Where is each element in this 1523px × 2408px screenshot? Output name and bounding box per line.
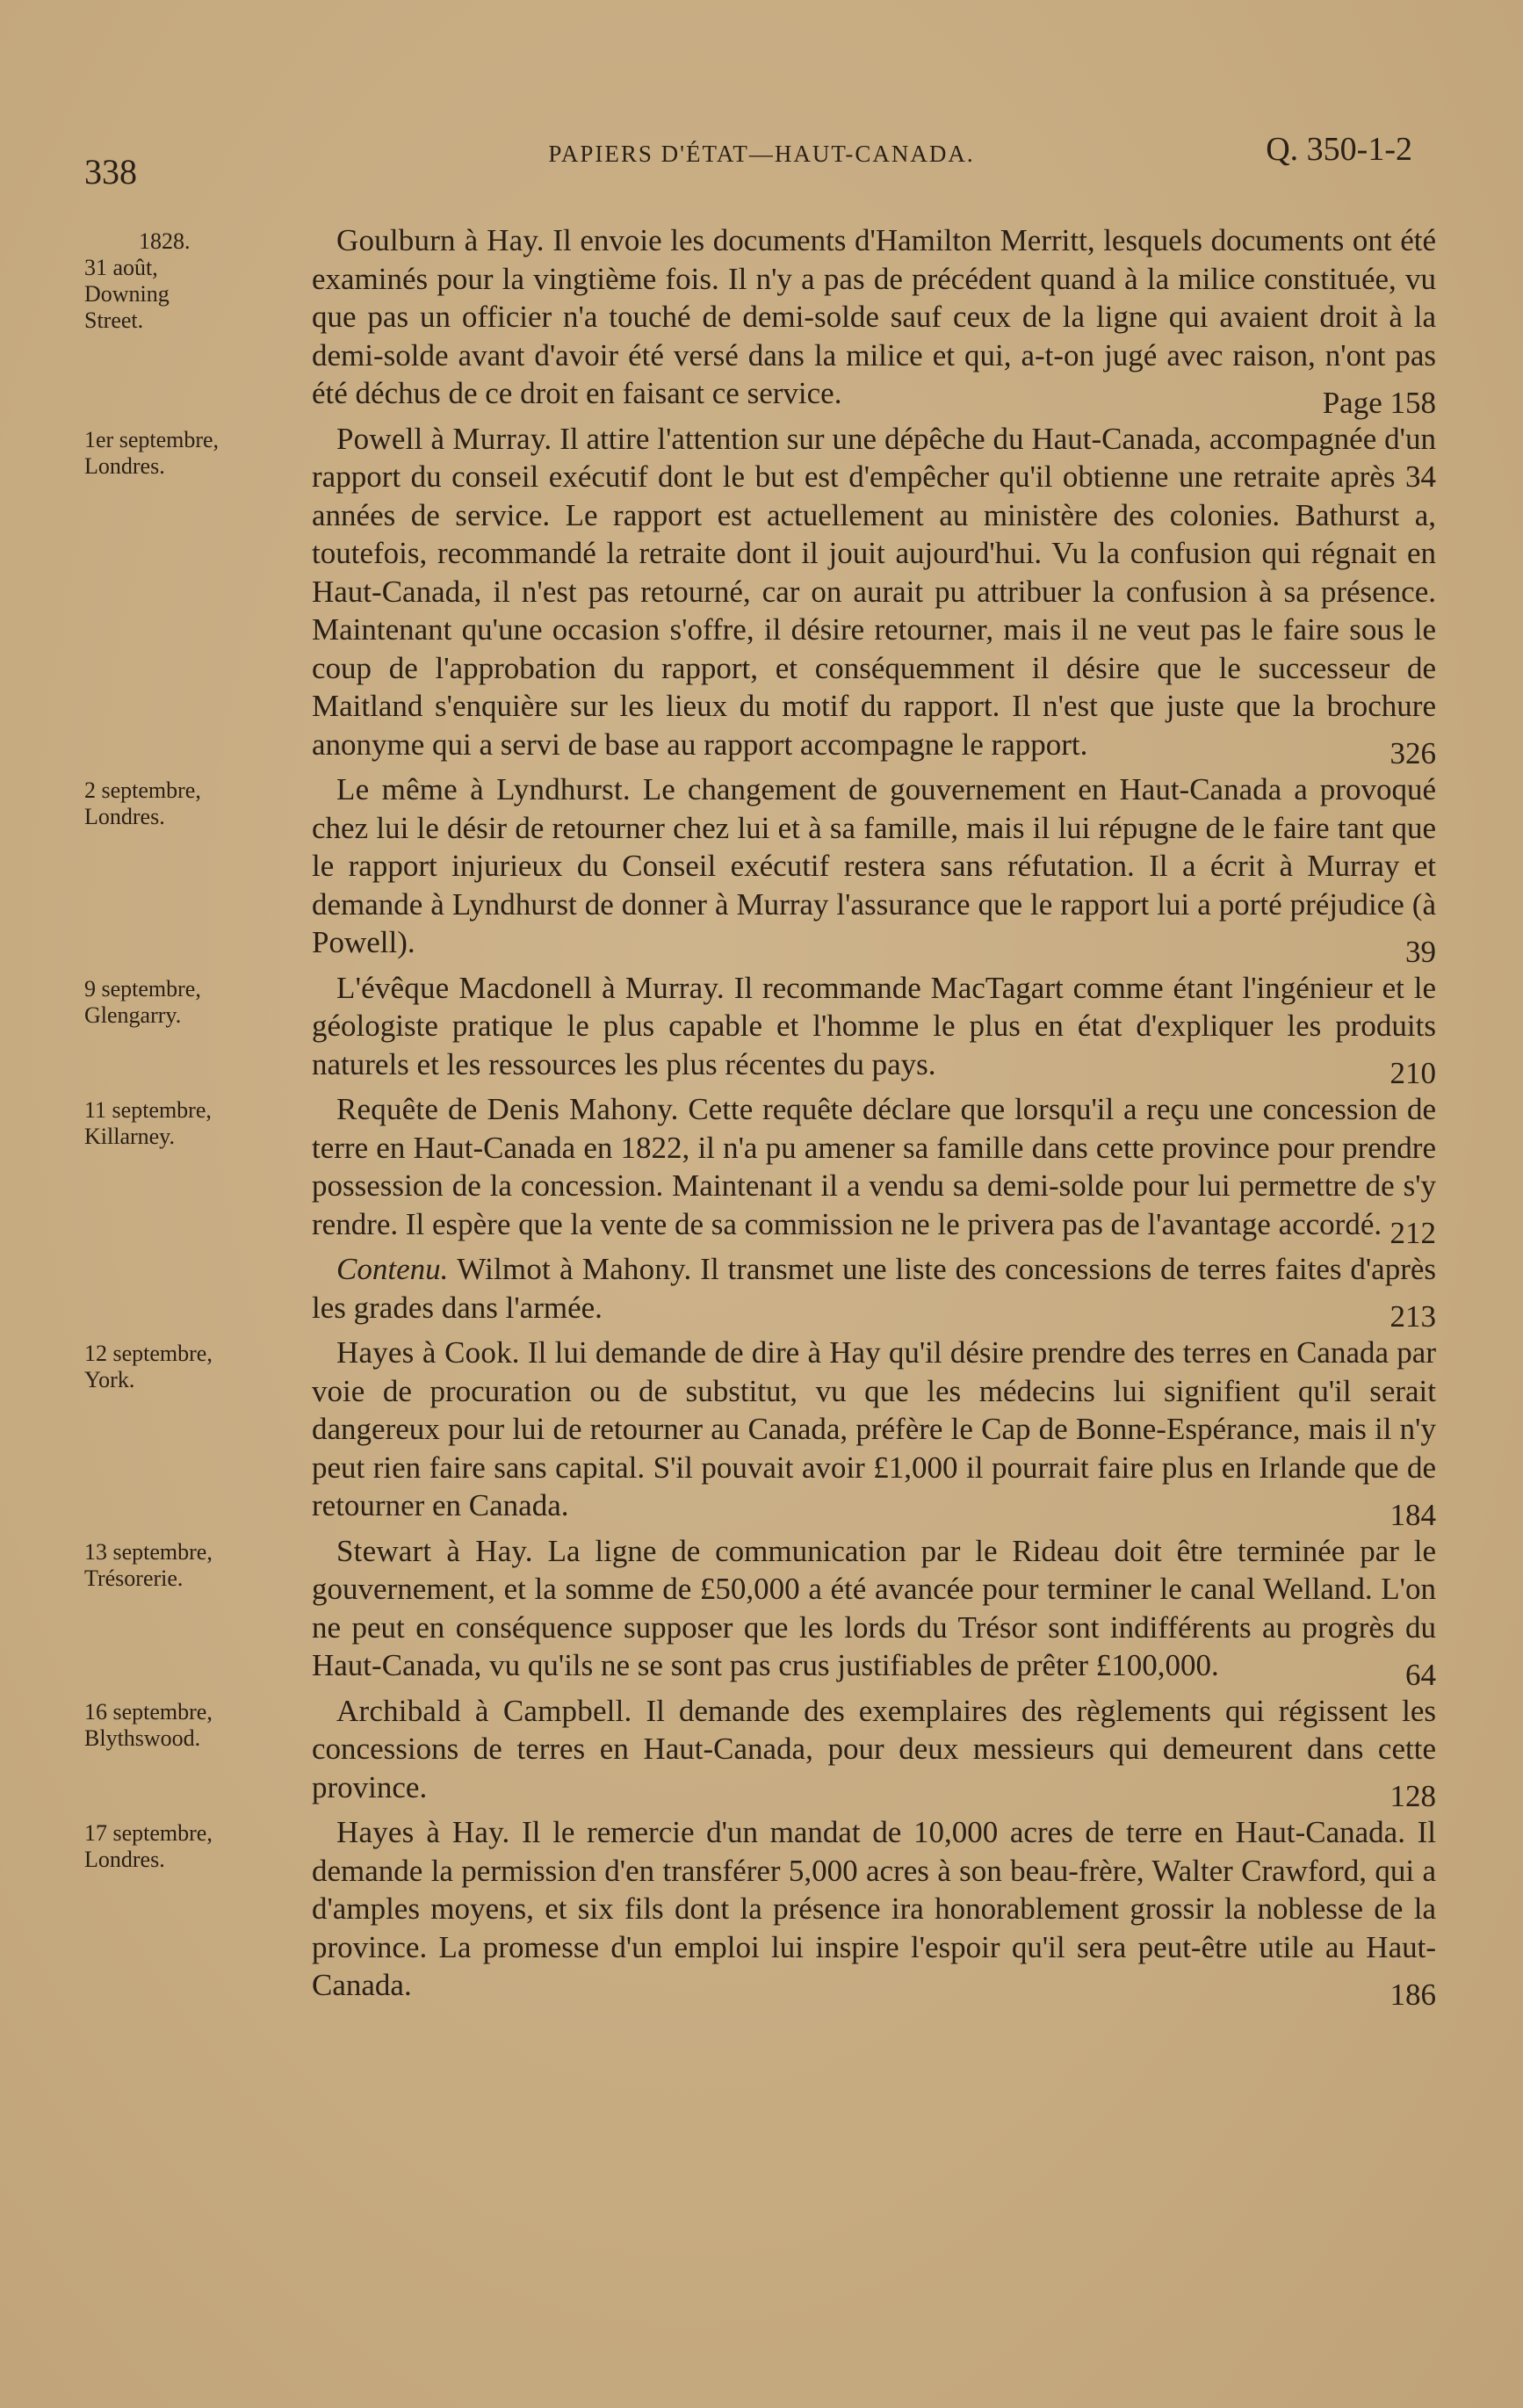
margin-date: 17 septembre, bbox=[84, 1820, 213, 1846]
calendar-entry bbox=[84, 1813, 1444, 2012]
entry-page-ref: 210 bbox=[1389, 1056, 1436, 1090]
margin-place: Londres. bbox=[84, 1847, 165, 1872]
date-place-margin bbox=[84, 1250, 282, 1327]
entry-lead: L'évêque Macdonell à Murray. bbox=[336, 970, 725, 1005]
margin-place: Londres. bbox=[84, 804, 165, 829]
calendar-entry bbox=[84, 1250, 1444, 1334]
entry-lead: Archibald à Campbell. bbox=[336, 1693, 632, 1728]
margin-date: 1er septembre, bbox=[84, 426, 220, 452]
date-place-margin bbox=[84, 1090, 282, 1243]
date-place-margin bbox=[84, 1813, 282, 2005]
calendar-entry bbox=[84, 1334, 1444, 1532]
entry-body bbox=[282, 1532, 1436, 1692]
calendar-entry bbox=[84, 221, 1444, 420]
entry-lead: Stewart à Hay. bbox=[336, 1533, 533, 1568]
entry-text: La ligne de communication par le Rideau doit être terminée par le gouvernement, et la somme de £50,000 a été avancée pour terminer le canal Welland. L'on ne peut en conséquence supposer que les lords du Trésor sont indifférents au progrès du Haut-Canada, vu qu'ils ne se sont pas crus justifiables de prêter £100,000. bbox=[312, 1533, 1436, 1682]
margin-place: Downing bbox=[84, 281, 170, 307]
entry-italic-label: Contenu. bbox=[336, 1252, 449, 1286]
entry-body bbox=[282, 1813, 1436, 2012]
margin-year: 1828. bbox=[139, 228, 191, 254]
entry-lead: Requête de Denis Mahony. bbox=[336, 1092, 679, 1126]
entry-page-ref: 64 bbox=[1405, 1657, 1436, 1692]
margin-place: Killarney. bbox=[84, 1124, 175, 1149]
entry-lead: Wilmot à Mahony. bbox=[457, 1252, 692, 1286]
entry-page-ref: Page 158 bbox=[1322, 385, 1436, 420]
entry-text: Cette requête déclare que lorsqu'il a reçu une concession de terre en Haut-Canada en 1822, il n'a pu amener sa famille dans cette province pour prendre possession de la concession. Maintenant il a vendu sa demi-solde pour lui permettre de s'y rendre. Il espère que la vente de sa commission ne le privera pas de l'avantage accordé. bbox=[312, 1092, 1436, 1241]
archive-reference: Q. 350-1-2 bbox=[1266, 131, 1412, 168]
margin-place: Londres. bbox=[84, 452, 165, 479]
running-title: PAPIERS D'ÉTAT—HAUT-CANADA. bbox=[548, 141, 975, 167]
entry-body bbox=[282, 969, 1437, 1090]
entry-lead: Hayes à Hay. bbox=[336, 1815, 510, 1849]
entry-text: Il demande des exemplaires des règlements qui régissent les concessions de terres en Haut-Canada, pour deux messieurs qui demeurent dans cette province. bbox=[312, 1693, 1436, 1804]
calendar-entry bbox=[84, 770, 1444, 969]
entry-body bbox=[282, 770, 1436, 969]
margin-date: 13 septembre, bbox=[84, 1538, 213, 1565]
margin-place: Blythswood. bbox=[84, 1725, 201, 1751]
calendar-entry bbox=[84, 969, 1444, 1090]
entry-page-ref: 213 bbox=[1389, 1299, 1436, 1334]
entry-lead: Goulburn à Hay. bbox=[336, 223, 545, 257]
entry-lead: Le même à Lyndhurst. bbox=[336, 772, 631, 806]
calendar-entry bbox=[84, 1692, 1444, 1813]
entry-page-ref: 212 bbox=[1389, 1216, 1436, 1250]
margin-place: Trésorerie. bbox=[84, 1565, 184, 1591]
margin-date: 9 septembre, bbox=[84, 975, 201, 1002]
entry-text: Il envoie les documents d'Hamilton Merritt, lesquels documents ont été examinés pour la vingtième fois. Il n'y a pas de précédent quand à la milice constituée, vu que pas un officier n'a touché de demi-solde sauf ceux de la ligne qui avaient droit à la demi-solde avant d'avoir été versé dans la milice et qui, a-t-on jugé avec raison, n'ont pas été déchus de ce droit en faisant ce service. bbox=[312, 223, 1436, 410]
entry-text: Il le remercie d'un mandat de 10,000 acres de terre en Haut-Canada. Il demande la permission d'en transférer 5,000 acres à son beau-frère, Walter Crawford, qui a d'amples moyens, et six fils dont la présence ira honorablement grossir la noblesse de la province. La promesse d'un emploi lui inspire l'espoir qu'il sera peut-être utile au Haut-Canada. bbox=[312, 1815, 1436, 2002]
entry-text: Le changement de gouvernement en Haut-Canada a provoqué chez lui le désir de retourner chez lui et à sa famille, mais il lui répugne de le faire tant que le rapport injurieux du Conseil exécutif restera sans réfutation. Il a écrit à Murray et demande à Lyndhurst de donner à Murray l'assurance que le rapport lui a porté préjudice (à Powell). bbox=[312, 772, 1436, 959]
margin-date: 2 septembre, bbox=[84, 777, 201, 803]
entry-body bbox=[282, 1090, 1436, 1250]
date-place-margin bbox=[84, 1334, 282, 1525]
calendar-entry bbox=[84, 1090, 1444, 1250]
entry-page-ref: 184 bbox=[1389, 1497, 1436, 1532]
entry-text: Il attire l'attention sur une dépêche du Haut-Canada, accompagnée d'un rapport du conseil exécutif dont le but est d'empêcher qu'il obtienne une retraite après 34 années de service. Le rapport est actuellement au ministère des colonies. Bathurst a, toutefois, recommandé la retraite dont il jouit aujourd'hui. Vu la confusion qui régnait en Haut-Canada, il n'est pas retourné, car on aurait pu attribuer la confusion à sa présence. Maintenant qu'une occasion s'offre, il désire retourner, mais il ne veut pas le faire sous le coup de l'approbation du rapport, et conséquemment il désire que le successeur de Maitland s'enquière sur les lieux du motif du rapport. Il n'est que juste que la brochure anonyme qui a servi de base au rapport accompagne le rapport. bbox=[312, 421, 1436, 762]
page-number: 338 bbox=[84, 152, 137, 192]
date-place-margin bbox=[84, 221, 282, 413]
date-place-margin bbox=[84, 1692, 282, 1807]
date-place-margin bbox=[84, 770, 282, 962]
date-place-margin bbox=[84, 420, 282, 764]
entry-body bbox=[282, 1250, 1437, 1334]
entry-text: Il transmet une liste des concessions de terres faites d'après les grades dans l'armée. bbox=[312, 1252, 1437, 1325]
entry-page-ref: 326 bbox=[1389, 736, 1436, 770]
margin-date: 12 septembre, bbox=[84, 1341, 213, 1366]
calendar-entries bbox=[84, 221, 1444, 2012]
margin-date: 11 septembre, bbox=[84, 1097, 212, 1123]
margin-place: York. bbox=[84, 1367, 135, 1392]
margin-date: 16 septembre, bbox=[84, 1698, 213, 1725]
entry-page-ref: 128 bbox=[1389, 1779, 1436, 1813]
entry-body bbox=[282, 420, 1436, 770]
entry-body bbox=[282, 1692, 1436, 1813]
entry-text: Il recommande MacTagart comme étant l'ingénieur et le géologiste pratique le plus capable et l'homme le plus en état d'expliquer les produits naturels et les ressources les plus récentes du pays. bbox=[312, 970, 1437, 1081]
calendar-entry bbox=[84, 420, 1444, 770]
entry-lead: Powell à Murray. bbox=[336, 421, 552, 456]
entry-body bbox=[282, 221, 1436, 420]
margin-date: 31 août, bbox=[84, 255, 158, 280]
date-place-margin bbox=[84, 969, 282, 1084]
date-place-margin bbox=[84, 1532, 282, 1685]
margin-place: Street. bbox=[84, 307, 144, 333]
entry-lead: Hayes à Cook. bbox=[336, 1335, 520, 1370]
margin-place: Glengarry. bbox=[84, 1002, 182, 1028]
entry-text: Il lui demande de dire à Hay qu'il désire prendre des terres en Canada par voie de procuration ou de substitut, vu que les médecins lui signifient qu'il serait dangereux pour lui de retourner au Canada, préfère le Cap de Bonne-Espérance, mais il n'y peut rien faire sans capital. S'il pouvait avoir £1,000 il pourrait faire plus en Irlande que de retourner en Canada. bbox=[312, 1335, 1436, 1522]
entry-page-ref: 39 bbox=[1405, 934, 1436, 969]
entry-body bbox=[282, 1334, 1436, 1532]
calendar-entry bbox=[84, 1532, 1444, 1692]
entry-page-ref: 186 bbox=[1389, 1977, 1436, 2012]
